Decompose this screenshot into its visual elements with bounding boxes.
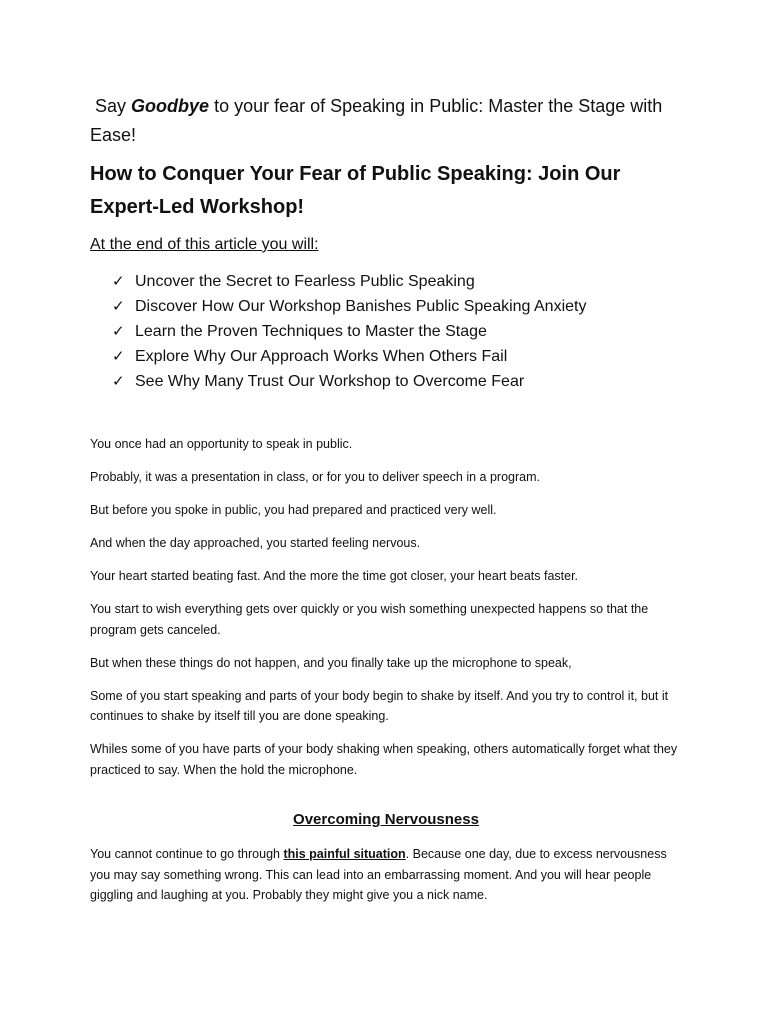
list-item — [112, 269, 682, 294]
body-paragraph: You start to wish everything gets over quickly or you wish something unexpected happens so that the program gets canceled. — [90, 602, 649, 637]
check-mark-icon: ✓ — [112, 347, 125, 365]
section-emphasis: this painful situation — [283, 847, 406, 861]
headline — [90, 92, 682, 150]
headline-suffix: to your fear of Speaking in Public: Master the Stage with Ease! — [90, 96, 663, 145]
section-heading: Overcoming Nervousness — [293, 811, 479, 828]
body-paragraph: You once had an opportunity to speak in public. — [90, 437, 353, 451]
body-paragraph: Whiles some of you have parts of your body shaking when speaking, others automatically forget what they practiced to say. When the hold the microphone. — [90, 742, 678, 777]
list-item — [112, 344, 682, 369]
page-title: How to Conquer Your Fear of Public Speaking: Join Our Expert-Led Workshop! — [90, 163, 621, 218]
check-mark-icon: ✓ — [112, 272, 125, 290]
headline-emphasis: Goodbye — [131, 96, 210, 116]
section-text-after: . Because one day, due to excess nervousness you may say something wrong. This can lead into an embarrassing moment. And you will hear people giggling and laughing at you. Probably they might give you a nick name. — [90, 847, 667, 902]
body-paragraph: And when the day approached, you started feeling nervous. — [90, 536, 421, 550]
intro-line: At the end of this article you will: — [90, 236, 319, 253]
check-mark-icon: ✓ — [112, 372, 125, 390]
headline-prefix: Say — [95, 96, 132, 116]
list-item-text: Learn the Proven Techniques to Master the Stage — [135, 323, 487, 340]
list-item — [112, 369, 682, 394]
body-paragraph: But before you spoke in public, you had prepared and practiced very well. — [90, 503, 497, 517]
list-item-text: See Why Many Trust Our Workshop to Overcome Fear — [135, 373, 525, 390]
body-paragraph: But when these things do not happen, and you finally take up the microphone to speak, — [90, 655, 572, 670]
list-item-text: Explore Why Our Approach Works When Others Fail — [135, 348, 508, 365]
section-paragraph — [90, 844, 682, 906]
check-mark-icon: ✓ — [112, 297, 125, 315]
body-paragraph: Probably, it was a presentation in class, or for you to deliver speech in a program. — [90, 470, 540, 484]
list-item — [112, 294, 682, 319]
body-paragraph: Some of you start speaking and parts of your body begin to shake by itself. And you try to control it, but it continues to shake by itself till you are done speaking. — [90, 688, 669, 723]
document-page — [90, 92, 682, 918]
checklist — [90, 269, 682, 394]
body-paragraph: Your heart started beating fast. And the more the time got closer, your heart beats faster. — [90, 569, 579, 583]
list-item-text: Uncover the Secret to Fearless Public Speaking — [135, 273, 475, 290]
check-mark-icon: ✓ — [112, 322, 125, 340]
list-item-text: Discover How Our Workshop Banishes Public Speaking Anxiety — [135, 298, 587, 315]
list-item — [112, 319, 682, 344]
section-text-before: You cannot continue to go through — [90, 847, 284, 861]
